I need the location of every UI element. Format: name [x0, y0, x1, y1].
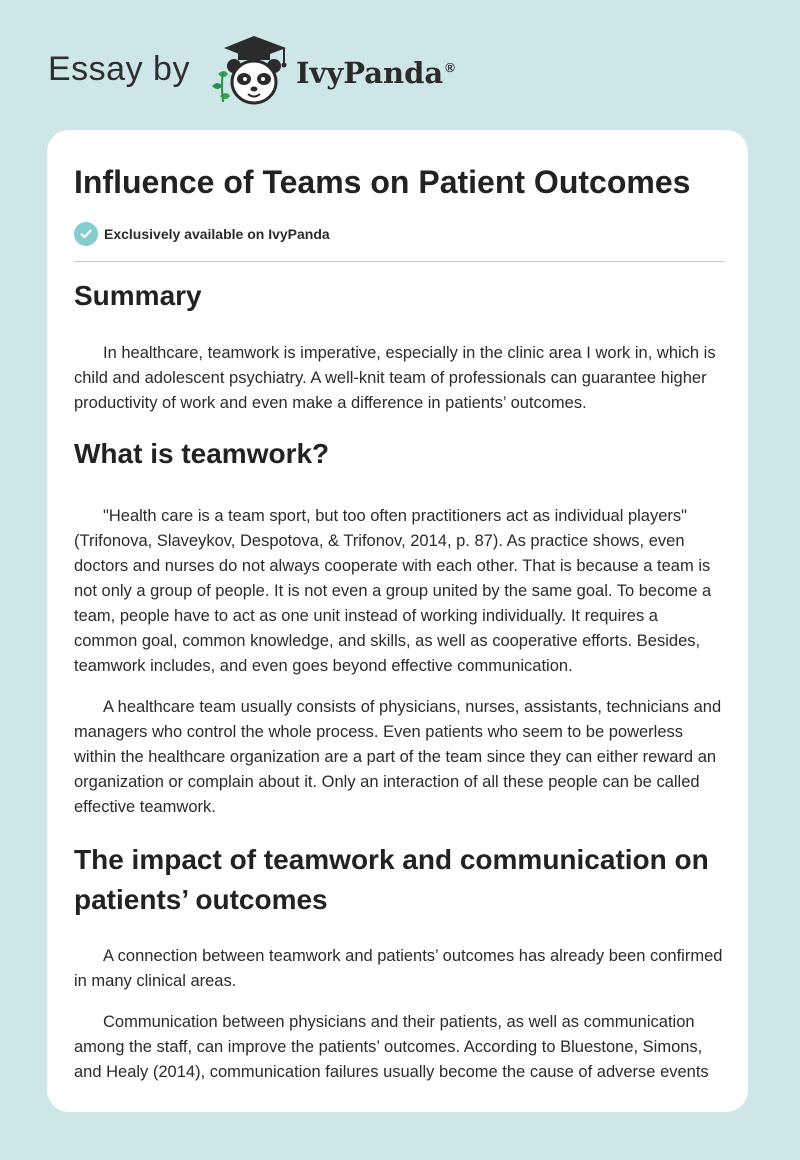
- brand-name: IvyPanda ®: [295, 56, 455, 90]
- impact-paragraph-2: Communication between physicians and their patients, as well as communication among the staff, can improve the patients’ outcomes. According to Bluestone, Simons, and Healy (2014), communication failures usually become the cause of adverse events: [74, 1013, 709, 1081]
- section-heading-impact: The impact of teamwork and communication on patients’ outcomes: [74, 844, 709, 915]
- title-divider: [74, 261, 724, 262]
- article-content: [74, 276, 724, 1085]
- summary-paragraph: In healthcare, teamwork is imperative, especially in the clinic area I work in, which is child and adolescent psychiatry. A well-knit team of professionals can guarantee higher productivity of work and even make a difference in patients’ outcomes.: [74, 344, 716, 412]
- brand-header: [48, 34, 455, 108]
- panda-logo-icon: [204, 34, 292, 108]
- exclusive-badge-text: Exclusively available on IvyPanda: [104, 226, 330, 242]
- exclusive-badge: [74, 222, 330, 246]
- section-heading-what-is-teamwork: What is teamwork?: [74, 438, 330, 469]
- impact-paragraph-1: A connection between teamwork and patients’ outcomes has already been confirmed in many clinical areas.: [74, 947, 723, 990]
- article-title: Influence of Teams on Patient Outcomes: [74, 164, 691, 200]
- section-heading-summary: Summary: [74, 280, 202, 311]
- brand-prefix: Essay by: [48, 49, 190, 88]
- registered-mark: ®: [445, 60, 455, 76]
- teamwork-paragraph-2: A healthcare team usually consists of physicians, nurses, assistants, technicians and managers who control the whole process. Even patients who seem to be powerless within the healthcare organization are a part of the team since they can either reward an organization or complain about it. Only an interaction of all these people can be called effective teamwork.: [74, 698, 722, 816]
- article-card: [47, 130, 748, 1112]
- teamwork-paragraph-1: "Health care is a team sport, but too often practitioners act as individual players" (Trifonova, Slaveykov, Despotova, & Trifonov, 2014, p. 87). As practice shows, even doctors and nurses do not always cooperate with each other. That is because a team is not only a group of people. It is not even a group united by the same goal. To become a team, people have to act as one unit instead of working individually. It requires a common goal, common knowledge, and skills, as well as cooperative efforts. Besides, teamwork includes, and even goes beyond effective communication.: [74, 507, 712, 675]
- check-icon: [74, 222, 98, 246]
